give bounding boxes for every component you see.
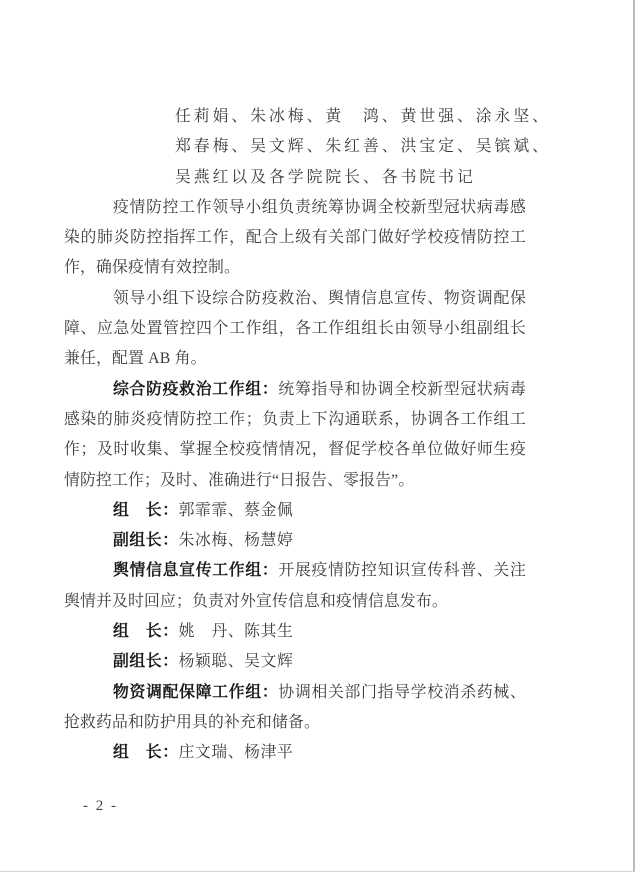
deputy-names: 杨颖聪、吴文辉 [178, 653, 294, 671]
work-group-3-paragraph [64, 678, 526, 739]
leader-label: 组 长： [113, 744, 179, 762]
leader-label: 组 长： [113, 623, 179, 641]
member-list-line: 任莉娟、朱冰梅、黄 鸿、黄世强、涂永坚、 [175, 108, 551, 125]
work-group-2-deputy-line [64, 647, 526, 677]
work-group-2-title: 舆情信息宣传工作组： [113, 562, 279, 580]
page-number: - 2 - [83, 798, 118, 814]
member-list-line: 郑春梅、吴文辉、朱红善、洪宝定、吴镔斌、 [175, 138, 551, 156]
leader-names: 郭霏霏、蔡金佩 [178, 501, 294, 519]
work-group-3-description: 协调相关部门指导学校消杀药械、抢救药品和防护用具的补充和储备。 [64, 683, 526, 731]
work-group-3-leader-line [64, 738, 526, 768]
work-group-2-leader-line [64, 617, 526, 647]
work-group-1-paragraph [64, 375, 526, 496]
work-group-1-title: 综合防疫救治工作组： [113, 380, 279, 398]
leader-label: 组 长： [113, 501, 179, 519]
deputy-label: 副组长： [113, 653, 179, 671]
work-group-2-description: 开展疫情防控知识宣传科普、关注舆情并及时回应；负责对外宣传信息和疫情信息发布。 [64, 562, 526, 610]
work-group-1-leader-line [64, 496, 526, 526]
deputy-label: 副组长： [113, 532, 179, 550]
work-group-1-deputy-line [64, 526, 526, 556]
work-group-1-description: 统筹指导和协调全校新型冠状病毒感染的肺炎疫情防控工作；负责上下沟通联系，协调各工作组工作；及时收集、掌握全校疫情情况，督促学校各单位做好师生疫情防控工作；及时、准确进行“日报告、零报告”。 [64, 380, 526, 489]
paragraph-subgroups-setup: 领导小组下设综合防疫救治、舆情信息宣传、物资调配保障、应急处置管控四个工作组，各工作组组长由领导小组副组长兼任，配置 AB 角。 [64, 289, 526, 368]
leader-names: 姚 丹、陈其生 [178, 623, 294, 641]
paragraph-leading-group-duty: 疫情防控工作领导小组负责统筹协调全校新型冠状病毒感染的肺炎防控指挥工作，配合上级有关部门做好学校疫情防控工作，确保疫情有效控制。 [64, 198, 526, 277]
leader-names: 庄文瑞、杨津平 [178, 744, 294, 762]
document-body [64, 102, 551, 769]
member-list-line: 吴燕红以及各学院院长、各书院书记 [175, 168, 476, 186]
work-group-2-paragraph [64, 556, 526, 617]
deputy-names: 朱冰梅、杨慧婷 [178, 532, 294, 550]
work-group-3-title: 物资调配保障工作组： [113, 683, 279, 701]
